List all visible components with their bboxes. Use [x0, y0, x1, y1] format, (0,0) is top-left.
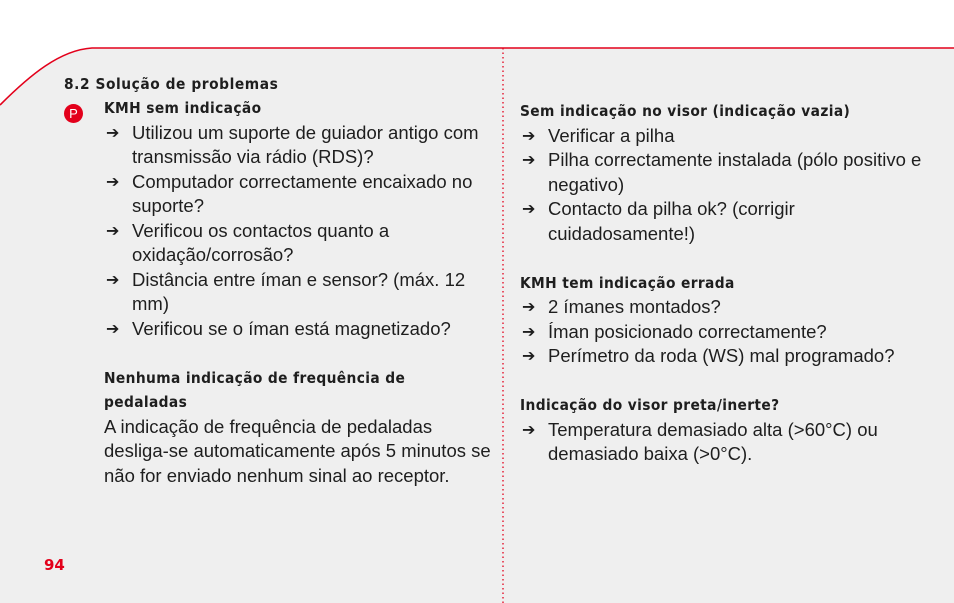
arrow-icon: ➔ [522, 321, 536, 341]
list-item: ➔ Pilha correctamente instalada (pólo positivo e negativo) [522, 149, 922, 195]
list-item: ➔ Temperatura demasiado alta (>60°C) ou demasiado baixa (>0°C). [522, 418, 878, 464]
list-item: ➔ Utilizou um suporte de guiador antigo com transmissão via rádio (RDS)? [106, 121, 479, 167]
arrow-icon: ➔ [522, 125, 536, 145]
list-item: ➔ Verificou os contactos quanto a oxidação/corrosão? [106, 219, 390, 265]
arrow-icon: ➔ [106, 318, 120, 338]
heading-kmh-indicacao-errada: KMH tem indicação errada [520, 273, 735, 292]
list-item: ➔ Verificou se o íman está magnetizado? [104, 317, 494, 342]
arrow-icon: ➔ [106, 269, 120, 289]
left-column [64, 72, 494, 488]
arrow-icon: ➔ [522, 297, 536, 316]
list-item: ➔ Íman posicionado correctamente? [520, 320, 940, 345]
heading-kmh-sem-indicacao: KMH sem indicação [104, 99, 262, 117]
heading-visor-preta-inerte: Indicação do visor preta/inerte? [520, 396, 780, 414]
right-column [520, 99, 940, 467]
list-item: ➔ Computador correctamente encaixado no suporte? [106, 170, 473, 216]
section-title: 8.2 Solução de problemas [64, 75, 279, 93]
arrow-icon: ➔ [522, 346, 536, 365]
page-number: 94 [44, 556, 65, 574]
heading-frequencia-pedaladas: Nenhuma indicação de frequência de pedaladas [104, 368, 406, 411]
arrow-icon: ➔ [106, 122, 120, 142]
list-sem-indicacao-visor [520, 124, 940, 247]
list-kmh-indicacao-errada [520, 295, 940, 369]
arrow-icon: ➔ [522, 150, 536, 169]
arrow-icon: ➔ [522, 199, 536, 218]
left-content [104, 96, 494, 488]
list-item: ➔ Distância entre íman e sensor? (máx. 12 mm) [106, 268, 466, 314]
list-kmh-sem-indicacao [104, 121, 494, 342]
heading-sem-indicacao-visor: Sem indicação no visor (indicação vazia) [520, 102, 851, 120]
list-item: ➔ Perímetro da roda (WS) mal programado? [520, 344, 940, 369]
list-visor-preta-inerte [520, 418, 940, 467]
arrow-icon: ➔ [106, 171, 120, 191]
list-item: ➔ Verificar a pilha [520, 124, 940, 149]
list-item: ➔ Contacto da pilha ok? (corrigir cuidadosamente!) [522, 198, 795, 244]
p-marker-icon: P [64, 104, 83, 123]
list-item: ➔ 2 ímanes montados? [520, 295, 940, 320]
arrow-icon: ➔ [522, 419, 536, 439]
arrow-icon: ➔ [106, 220, 120, 240]
paragraph-frequencia-pedaladas: A indicação de frequência de pedaladas desliga-se automaticamente após 5 minutos se não for enviado nenhum sinal ao receptor. [104, 415, 491, 486]
